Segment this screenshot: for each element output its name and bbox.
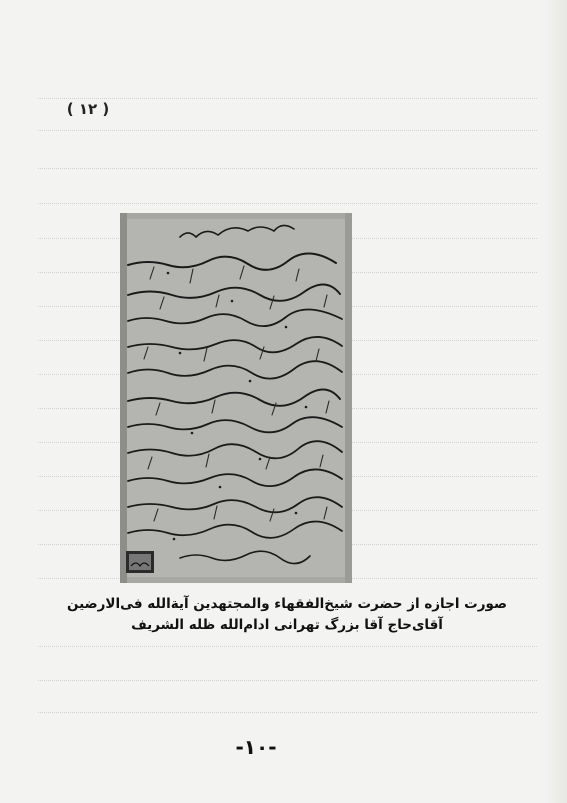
manuscript-photo [120, 213, 352, 583]
figure-caption [52, 594, 522, 636]
seal-stamp [126, 551, 154, 573]
show-through-text [38, 712, 537, 714]
bottom-page-number: -۱۰- [235, 735, 277, 759]
show-through-text [38, 130, 537, 132]
show-through-text [38, 680, 537, 682]
top-page-number: ( ۱۲ ) [66, 100, 110, 118]
caption-line-2: آقای‌حاج آقا بزرگ تهرانی ادام‌الله ظله الشریف [131, 617, 443, 633]
show-through-text [38, 168, 537, 170]
show-through-text [38, 646, 537, 648]
page-shadow-edge [545, 0, 567, 803]
caption-line-1: صورت اجازه از حضرت شیخ‌الفقهاء والمجتهدین آیة‌الله فی‌الارضین [66, 596, 508, 612]
show-through-text [38, 203, 537, 205]
